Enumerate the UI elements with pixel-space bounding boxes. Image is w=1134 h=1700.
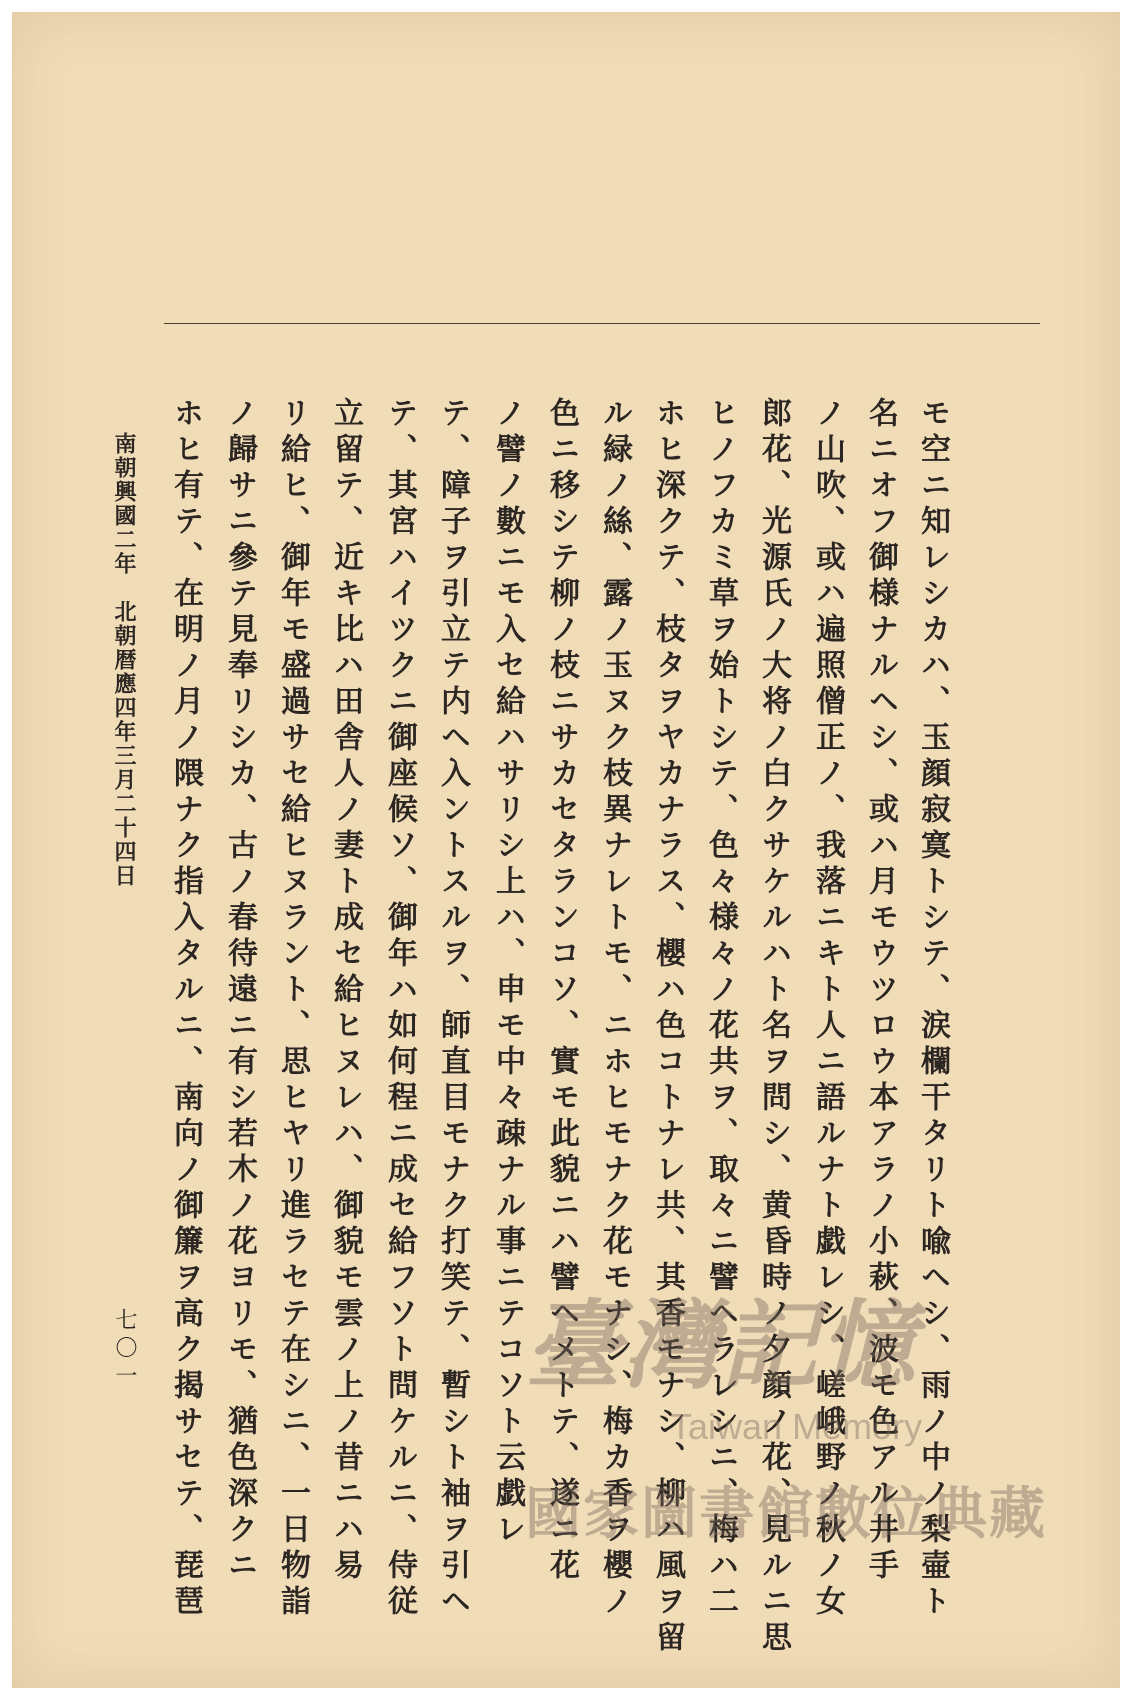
text-line: ル緑ノ絲、露ノ玉ヌク枝異ナレトモ、ニホヒモナク花モナシ、梅カ香ヲ櫻ノ bbox=[597, 397, 632, 1621]
text-line: ホヒ有テ、在明ノ月ノ隈ナク指入タルニ、南向ノ御簾ヲ高ク揭サセテ、琵琶 bbox=[168, 397, 203, 1621]
watermark-chinese-text: 國家圖書館數位典藏 bbox=[525, 1482, 1047, 1547]
library-watermark bbox=[525, 1270, 1070, 1570]
text-line: テ、其宮ハイツクニ御座候ソ、御年ハ如何程ニ成セ給フソト問ケルニ、侍従 bbox=[382, 397, 417, 1621]
text-line: ヒノフカミ草ヲ始トシテ、色々様々ノ花共ヲ、取々ニ譬ヘラレシニ、梅ハ二 bbox=[703, 397, 738, 1621]
text-line: 色ニ移シテ柳ノ枝ニサカセタランコソ、實モ此貌ニハ譬ヘメトテ、遂ニ花 bbox=[544, 397, 579, 1585]
text-line: ノ山吹、或ハ遍照僧正ノ、我落ニキト人ニ語ルナト戯レシ、嵯峨野ノ秋ノ女 bbox=[810, 397, 845, 1621]
text-line: ノ歸サニ參テ見奉リシカ、古ノ春待遠ニ有シ若木ノ花ヨリモ、猶色深クニ bbox=[222, 397, 257, 1585]
text-line: テ、障子ヲ引立テ内ヘ入ントスルヲ、師直目モナク打笑テ、暫シト袖ヲ引ヘ bbox=[435, 397, 470, 1621]
text-line: ノ譬ノ數ニモ入セ給ハサリシ上ハ、申モ中々疎ナル事ニテコソト云戯レ bbox=[490, 397, 525, 1549]
page-number: 七〇一 bbox=[112, 1308, 137, 1392]
header-rule bbox=[164, 323, 1040, 324]
text-line: ホヒ深クテ、枝タヲヤカナラス、櫻ハ色コトナレ共、其香モナシ、柳ハ風ヲ留 bbox=[650, 397, 685, 1657]
text-line: 名ニオフ御様ナルヘシ、或ハ月モウツロウ本アラノ小萩、波モ色アル井手 bbox=[863, 397, 898, 1585]
date-footer: 南朝興國二年 北朝暦應四年三月二十四日 bbox=[111, 432, 137, 888]
watermark-brush-text: 臺灣記憶 bbox=[525, 1289, 917, 1402]
text-line: 郎花、光源氏ノ大将ノ白クサケルハト名ヲ問シ、黄昏時ノ夕顔ノ花、見ルニ思 bbox=[756, 397, 791, 1657]
text-line: リ給ヒ、御年モ盛過サセ給ヒヌラント、思ヒヤリ進ラセテ在シニ、一日物詣 bbox=[275, 397, 310, 1621]
text-line: モ空ニ知レシカハ、玉顔寂寞トシテ、涙欄干タリト喩ヘシ、雨ノ中ノ梨壷ト bbox=[915, 397, 950, 1621]
watermark-english-text: Taiwan Memory bbox=[670, 1406, 923, 1447]
text-line: 立留テ、近キ比ハ田舎人ノ妻ト成セ給ヒヌレハ、御貌モ雲ノ上ノ昔ニハ易 bbox=[328, 397, 363, 1585]
